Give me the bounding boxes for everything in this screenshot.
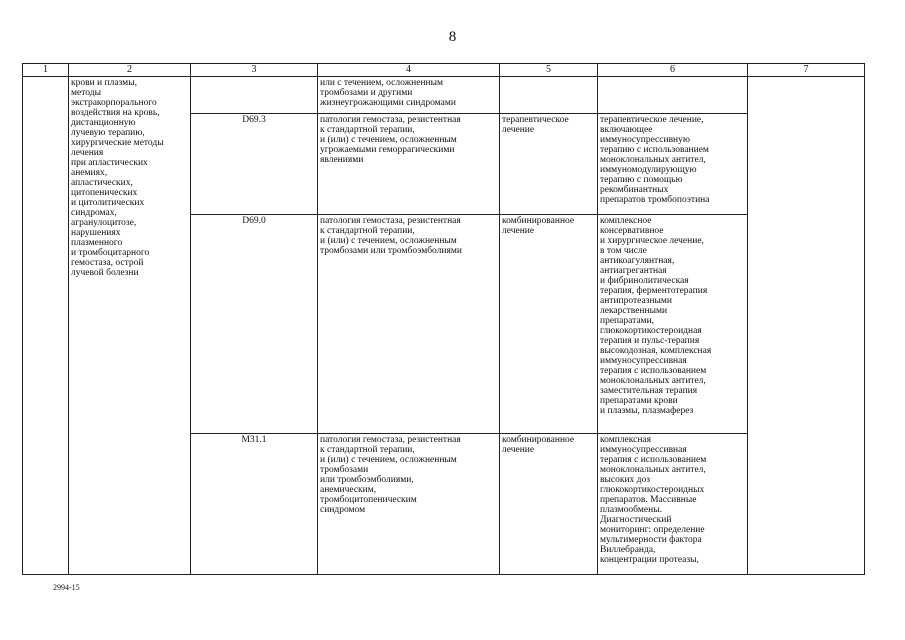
text-line: или с течением, осложненным (320, 78, 444, 88)
diagnosis-cell (318, 434, 500, 575)
text-line: или тромбоэмболиями, (320, 475, 414, 485)
text-line: Виллебранда, (600, 545, 656, 555)
column-1-empty-cell (23, 77, 69, 575)
text-line: антиагрегантная (600, 266, 667, 276)
column-number-6: 6 (598, 64, 748, 77)
text-line: синдромом (320, 505, 366, 515)
text-line: явлениями (320, 155, 364, 165)
treatment-type-cell (500, 434, 598, 575)
column-number-7: 7 (748, 64, 865, 77)
text-line: антипротеазными (600, 296, 673, 306)
text-line: нарушениях (71, 228, 121, 238)
treatment-type-cell (500, 77, 598, 114)
column-number-4: 4 (318, 64, 500, 77)
diagnosis-cell (318, 114, 500, 215)
method-cell (598, 77, 748, 114)
text-line: включающее (600, 125, 653, 135)
text-line: тромбозами или тромбоэмболиями (320, 246, 462, 256)
document-code: 2994-15 (53, 583, 80, 592)
text-line: концентрации протеазы, (600, 555, 699, 565)
text-line: и хирургическое лечение, (600, 236, 704, 246)
text-line: терапевтическое (502, 115, 569, 125)
text-line: иммуносупрессивную (600, 135, 690, 145)
text-line: терапию с помощью (600, 175, 683, 185)
text-line: лечение (502, 226, 535, 236)
text-line: угрожаемыми геморрагическими (320, 145, 455, 155)
text-line: агранулоцитозе, (71, 218, 137, 228)
text-line: терапия с использованием (600, 366, 707, 376)
text-line: плазменного (71, 238, 123, 248)
text-line: гемостаза, острой (71, 258, 144, 268)
text-line: анемиях, (71, 168, 108, 178)
text-line: при апластических (71, 158, 148, 168)
text-line: препаратами крови (600, 396, 678, 406)
text-line: апластических, (71, 178, 133, 188)
text-line: анемическим, (320, 485, 377, 495)
text-line: и (или) с течением, осложненным (320, 455, 457, 465)
text-line: комплексное (600, 216, 652, 226)
text-line: моноклональных антител, (600, 155, 706, 165)
text-line: мультимерности фактора (600, 535, 702, 545)
text-line: к стандартной терапии, (320, 445, 415, 455)
column-number-2: 2 (69, 64, 191, 77)
text-line: терапия, ферментотерапия (600, 286, 708, 296)
text-line: комплексная (600, 435, 652, 445)
text-line: препаратов тромбопоэтина (600, 195, 710, 205)
text-line: лучевой болезни (71, 268, 139, 278)
text-line: высоких доз (600, 475, 650, 485)
text-line: методы (71, 88, 101, 98)
text-line: терапевтическое лечение, (600, 115, 704, 125)
text-line: терапия и пульс-терапия (600, 336, 700, 346)
text-line: лекарственными (600, 306, 668, 316)
column-number-1: 1 (23, 64, 69, 77)
text-line: комбинированное (502, 216, 575, 226)
text-line: патология гемостаза, резистентная (320, 435, 461, 445)
text-line: хирургические методы (71, 138, 164, 148)
text-line: тромбозами (320, 465, 369, 475)
text-line: и (или) с течением, осложненным (320, 236, 457, 246)
treatment-type-cell (500, 114, 598, 215)
text-line: антикоагулянтная, (600, 256, 675, 266)
text-line: патология гемостаза, резистентная (320, 216, 461, 226)
text-line: терапия с использованием (600, 455, 707, 465)
text-line: консервативное (600, 226, 664, 236)
treatment-type-cell (500, 215, 598, 434)
medical-care-table (22, 63, 865, 575)
text-line: препаратами, (600, 316, 655, 326)
text-line: плазмообмены. (600, 505, 662, 515)
text-line: высокодозная, комплексная (600, 346, 712, 356)
text-line: жизнеугрожающими синдромами (320, 98, 456, 108)
text-line: моноклональных антител, (600, 465, 706, 475)
text-line: тромбозами и другими (320, 88, 413, 98)
method-cell (598, 215, 748, 434)
text-line: моноклональных антител, (600, 376, 706, 386)
diagnosis-code-cell: D69.3 (191, 114, 318, 215)
text-line: лучевую терапию, (71, 128, 145, 138)
text-line: Диагностический (600, 515, 672, 525)
table-row (23, 77, 865, 114)
text-line: и тромбоцитарного (71, 248, 150, 258)
method-cell (598, 434, 748, 575)
text-line: и (или) с течением, осложненным (320, 135, 457, 145)
text-line: комбинированное (502, 435, 575, 445)
diagnosis-cell (318, 77, 500, 114)
text-line: синдромах, (71, 208, 117, 218)
text-line: тромбоцитопеническим (320, 495, 417, 505)
text-line: иммуносупрессивная (600, 445, 687, 455)
header-row (23, 64, 865, 77)
text-line: крови и плазмы, (71, 78, 137, 88)
text-line: заместительная терапия (600, 386, 698, 396)
text-line: воздействия на кровь, (71, 108, 160, 118)
column-number-3: 3 (191, 64, 318, 77)
column-7-empty-cell (748, 77, 865, 575)
diagnosis-code-cell (191, 77, 318, 114)
diagnosis-cell (318, 215, 500, 434)
text-line: терапию с использованием (600, 145, 709, 155)
page-number: 8 (448, 29, 457, 45)
text-line: в том числе (600, 246, 647, 256)
text-line: цитопенических (71, 188, 138, 198)
text-line: глюкокортикостероидная (600, 326, 702, 336)
text-line: к стандартной терапии, (320, 226, 415, 236)
method-cell (598, 114, 748, 215)
text-line: мониторинг: определение (600, 525, 705, 535)
text-line: и цитолитических (71, 198, 145, 208)
text-line: иммуносупрессивная (600, 356, 687, 366)
text-line: рекомбинантных (600, 185, 669, 195)
text-line: и фибринолитическая (600, 276, 689, 286)
text-line: патология гемостаза, резистентная (320, 115, 461, 125)
diagnosis-code-cell: M31.1 (191, 434, 318, 575)
text-line: иммуномодулирующую (600, 165, 697, 175)
text-line: дистанционную (71, 118, 136, 128)
diagnosis-code-cell: D69.0 (191, 215, 318, 434)
column-number-5: 5 (500, 64, 598, 77)
text-line: экстракорпорального (71, 98, 157, 108)
text-line: препаратов. Массивные (600, 495, 697, 505)
treatment-methods-cell (69, 77, 191, 575)
text-line: лечение (502, 445, 535, 455)
text-line: и плазмы, плазмаферез (600, 406, 694, 416)
text-line: лечение (502, 125, 535, 135)
text-line: к стандартной терапии, (320, 125, 415, 135)
text-line: лечения (71, 148, 104, 158)
text-line: глюкокортикостероидных (600, 485, 705, 495)
